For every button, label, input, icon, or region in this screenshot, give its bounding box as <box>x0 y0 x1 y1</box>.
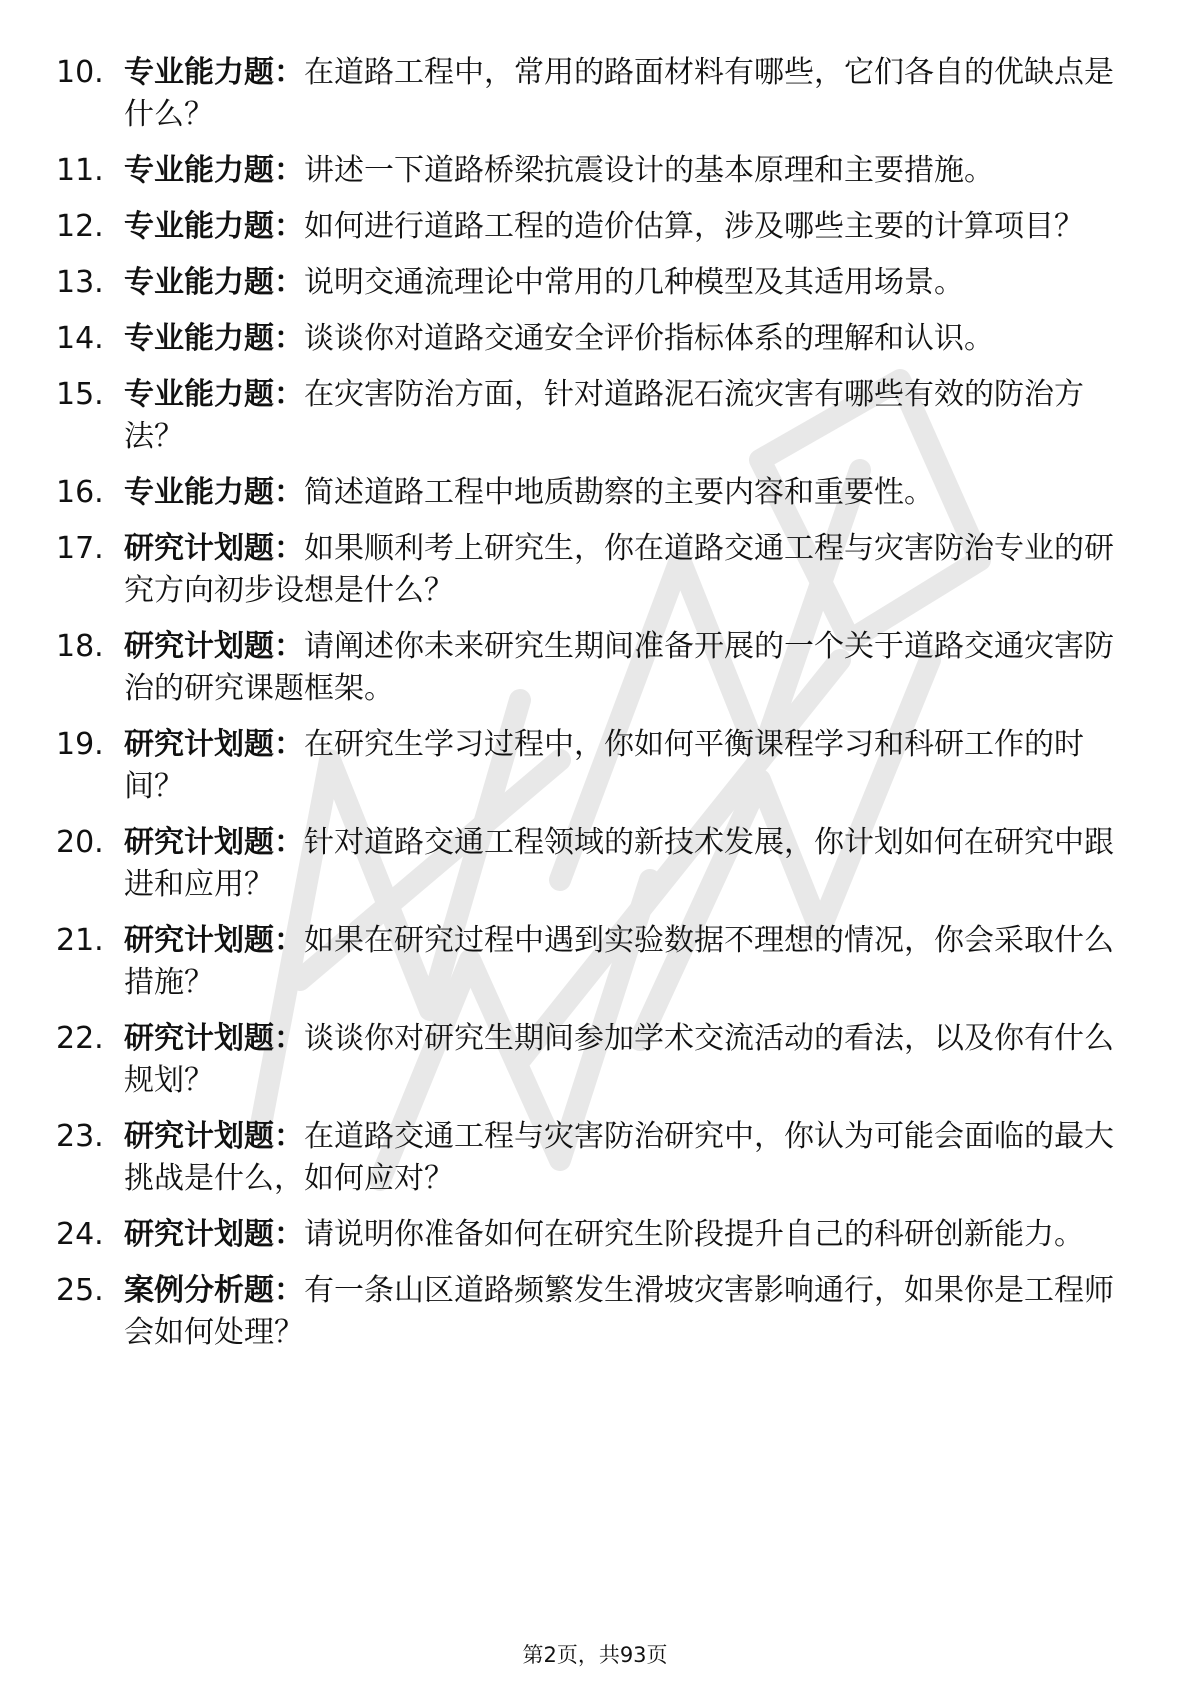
question-category: 研究计划题： <box>124 629 304 664</box>
question-category: 专业能力题： <box>124 153 304 188</box>
question-body <box>124 318 1116 360</box>
question-body <box>124 374 1116 458</box>
question-text: 请阐述你未来研究生期间准备开展的一个关于道路交通灾害防治的研究课题框架。 <box>124 629 1114 706</box>
question-text: 如果顺利考上研究生，你在道路交通工程与灾害防治专业的研究方向初步设想是什么？ <box>124 531 1114 608</box>
question-category: 研究计划题： <box>124 1021 304 1056</box>
list-item <box>56 206 1116 248</box>
list-item <box>56 1116 1116 1200</box>
question-body <box>124 626 1116 710</box>
question-category: 研究计划题： <box>124 727 304 762</box>
question-body <box>124 52 1116 136</box>
question-category: 研究计划题： <box>124 531 304 566</box>
question-text: 请说明你准备如何在研究生阶段提升自己的科研创新能力。 <box>304 1217 1084 1252</box>
question-category: 案例分析题： <box>124 1273 304 1308</box>
question-body <box>124 262 1116 304</box>
question-text: 在研究生学习过程中，你如何平衡课程学习和科研工作的时间？ <box>124 727 1084 804</box>
question-body <box>124 150 1116 192</box>
question-number: 15. <box>56 377 104 412</box>
list-item <box>56 528 1116 612</box>
question-number: 20. <box>56 825 104 860</box>
list-item <box>56 1018 1116 1102</box>
question-number: 25. <box>56 1273 104 1308</box>
question-number: 22. <box>56 1021 104 1056</box>
question-body <box>124 472 1116 514</box>
question-text: 有一条山区道路频繁发生滑坡灾害影响通行，如果你是工程师会如何处理？ <box>124 1273 1114 1350</box>
question-number: 14. <box>56 321 104 356</box>
question-number: 19. <box>56 727 104 762</box>
question-list <box>56 52 1116 1368</box>
question-text: 谈谈你对研究生期间参加学术交流活动的看法，以及你有什么规划？ <box>124 1021 1114 1098</box>
list-item <box>56 1214 1116 1256</box>
question-number: 13. <box>56 265 104 300</box>
list-item <box>56 318 1116 360</box>
question-body <box>124 724 1116 808</box>
question-number: 24. <box>56 1217 104 1252</box>
question-category: 专业能力题： <box>124 475 304 510</box>
question-body <box>124 206 1116 248</box>
list-item <box>56 374 1116 458</box>
question-text: 在灾害防治方面，针对道路泥石流灾害有哪些有效的防治方法？ <box>124 377 1084 454</box>
question-text: 在道路交通工程与灾害防治研究中，你认为可能会面临的最大挑战是什么，如何应对？ <box>124 1119 1114 1196</box>
question-category: 研究计划题： <box>124 1119 304 1154</box>
question-text: 讲述一下道路桥梁抗震设计的基本原理和主要措施。 <box>304 153 994 188</box>
question-text: 针对道路交通工程领域的新技术发展，你计划如何在研究中跟进和应用？ <box>124 825 1114 902</box>
list-item <box>56 52 1116 136</box>
question-body <box>124 1270 1116 1354</box>
question-number: 17. <box>56 531 104 566</box>
question-number: 21. <box>56 923 104 958</box>
question-body <box>124 920 1116 1004</box>
list-item <box>56 472 1116 514</box>
list-item <box>56 626 1116 710</box>
question-category: 专业能力题： <box>124 55 304 90</box>
question-text: 谈谈你对道路交通安全评价指标体系的理解和认识。 <box>304 321 994 356</box>
question-number: 23. <box>56 1119 104 1154</box>
question-number: 11. <box>56 153 104 188</box>
question-body <box>124 822 1116 906</box>
question-text: 在道路工程中，常用的路面材料有哪些，它们各自的优缺点是什么？ <box>124 55 1114 132</box>
list-item <box>56 724 1116 808</box>
question-text: 简述道路工程中地质勘察的主要内容和重要性。 <box>304 475 934 510</box>
list-item <box>56 150 1116 192</box>
question-category: 专业能力题： <box>124 265 304 300</box>
question-text: 如何进行道路工程的造价估算，涉及哪些主要的计算项目？ <box>304 209 1084 244</box>
question-category: 专业能力题： <box>124 209 304 244</box>
question-number: 16. <box>56 475 104 510</box>
question-category: 专业能力题： <box>124 377 304 412</box>
question-category: 专业能力题： <box>124 321 304 356</box>
question-number: 12. <box>56 209 104 244</box>
list-item <box>56 920 1116 1004</box>
question-number: 10. <box>56 55 104 90</box>
question-body <box>124 1018 1116 1102</box>
question-category: 研究计划题： <box>124 923 304 958</box>
question-category: 研究计划题： <box>124 1217 304 1252</box>
page-footer: 第2页，共93页 <box>522 1643 668 1667</box>
question-category: 研究计划题： <box>124 825 304 860</box>
question-text: 如果在研究过程中遇到实验数据不理想的情况，你会采取什么措施？ <box>124 923 1114 1000</box>
list-item <box>56 262 1116 304</box>
question-text: 说明交通流理论中常用的几种模型及其适用场景。 <box>304 265 964 300</box>
question-body <box>124 528 1116 612</box>
list-item <box>56 1270 1116 1354</box>
question-body <box>124 1214 1116 1256</box>
list-item <box>56 822 1116 906</box>
question-number: 18. <box>56 629 104 664</box>
question-body <box>124 1116 1116 1200</box>
